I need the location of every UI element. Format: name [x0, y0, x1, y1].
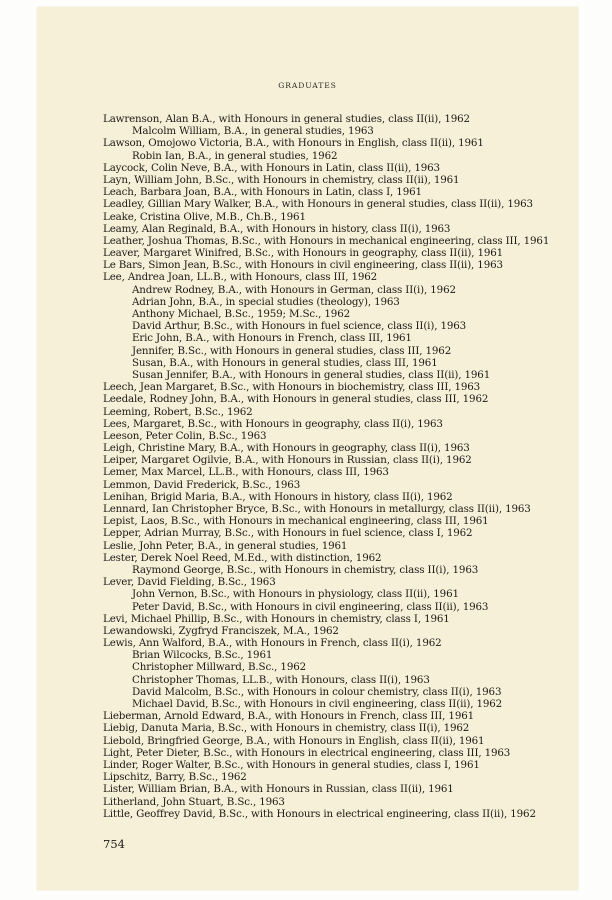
- list-item-sub-entry: Michael David, B.Sc., with Honours in civil engineering, class II(ii), 1962: [132, 698, 503, 710]
- list-item-sub-entry: David Malcolm, B.Sc., with Honours in colour chemistry, class II(i), 1963: [132, 685, 502, 698]
- list-item-sub-entry: Raymond George, B.Sc., with Honours in chemistry, class II(i), 1963: [132, 563, 479, 576]
- list-item: Lieberman, Arnold Edward, B.A., with Honours in French, class III, 1961: [103, 710, 475, 723]
- list-item: Lester, Derek Noel Reed, M.Ed., with distinction, 1962: [103, 551, 382, 564]
- list-item: Little, Geoffrey David, B.Sc., with Honours in electrical engineering, class II(ii), 1962: [103, 807, 536, 820]
- running-head: GRADUATES: [278, 81, 337, 90]
- list-item: Lepper, Adrian Murray, B.Sc., with Honours in fuel science, class I, 1962: [103, 527, 473, 540]
- list-item: Linder, Roger Walter, B.Sc., with Honours in general studies, class I, 1961: [103, 758, 480, 771]
- list-item-sub-entry: John Vernon, B.Sc., with Honours in physiology, class II(ii), 1961: [132, 588, 459, 601]
- list-item: Lenihan, Brigid Maria, B.A., with Honours in history, class II(i), 1962: [103, 490, 453, 503]
- book-page: [37, 7, 578, 890]
- graduate-list: [103, 113, 573, 820]
- list-item: Lewis, Ann Walford, B.A., with Honours in French, class II(i), 1962: [103, 637, 442, 650]
- list-item: Light, Peter Dieter, B.Sc., with Honours in electrical engineering, class III, 1963: [103, 746, 511, 759]
- list-item: Lees, Margaret, B.Sc., with Honours in geography, class II(i), 1963: [103, 417, 443, 430]
- list-item-sub-entry: Malcolm William, B.A., in general studies, 1963: [132, 125, 374, 138]
- list-item: Leake, Cristina Olive, M.B., Ch.B., 1961: [103, 210, 306, 223]
- list-item-sub-entry: Peter David, B.Sc., with Honours in civil engineering, class II(ii), 1963: [132, 600, 489, 613]
- list-item: Liebold, Bringfried George, B.A., with Honours in English, class II(ii), 1961: [103, 734, 485, 747]
- list-item: Leather, Joshua Thomas, B.Sc., with Honours in mechanical engineering, class III, 1961: [103, 234, 550, 247]
- list-item: Lever, David Fielding, B.Sc., 1963: [103, 576, 276, 589]
- list-item-sub-entry: Jennifer, B.Sc., with Honours in general studies, class III, 1962: [132, 344, 452, 357]
- list-item: Lipschitz, Barry, B.Sc., 1962: [103, 771, 247, 784]
- list-item: Lemmon, David Frederick, B.Sc., 1963: [103, 478, 301, 491]
- page-number: 754: [103, 837, 125, 851]
- list-item: Liebig, Danuta Maria, B.Sc., with Honours in chemistry, class II(i), 1962: [103, 722, 470, 735]
- list-item: Lee, Andrea Joan, LL.B., with Honours, class III, 1962: [103, 271, 378, 284]
- list-item: Leach, Barbara Joan, B.A., with Honours in Latin, class I, 1961: [103, 186, 422, 199]
- list-item-sub-entry: Adrian John, B.A., in special studies (theology), 1963: [132, 295, 400, 308]
- list-item: Leslie, John Peter, B.A., in general studies, 1961: [103, 539, 348, 552]
- list-item: Lewandowski, Zygfryd Franciszek, M.A., 1962: [103, 624, 339, 637]
- list-item: Lawrenson, Alan B.A., with Honours in general studies, class II(ii), 1962: [103, 113, 470, 125]
- list-item-sub-entry: Christopher Thomas, LL.B., with Honours, class II(i), 1963: [132, 673, 430, 686]
- list-item: Leedale, Rodney John, B.A., with Honours in general studies, class III, 1962: [103, 393, 489, 406]
- list-item-sub-entry: Susan Jennifer, B.A., with Honours in general studies, class II(ii), 1961: [132, 368, 491, 381]
- list-item-sub-entry: Anthony Michael, B.Sc., 1959; M.Sc., 1962: [132, 308, 351, 320]
- list-item-sub-entry: Andrew Rodney, B.A., with Honours in German, class II(i), 1962: [132, 283, 456, 296]
- list-item: Laycock, Colin Neve, B.A., with Honours in Latin, class II(ii), 1963: [103, 161, 440, 174]
- list-item-sub-entry: Robin Ian, B.A., in general studies, 1962: [132, 149, 338, 162]
- list-item: Leiper, Margaret Ogilvie, B.A., with Honours in Russian, class II(i), 1962: [103, 454, 472, 467]
- list-item-sub-entry: Christopher Millward, B.Sc., 1962: [132, 661, 307, 674]
- list-item: Levi, Michael Phillip, B.Sc., with Honours in chemistry, class I, 1961: [103, 612, 450, 625]
- list-item: Leeming, Robert, B.Sc., 1962: [103, 405, 253, 418]
- list-item: Leaver, Margaret Winifred, B.Sc., with Honours in geography, class II(ii), 1961: [103, 247, 504, 260]
- list-item: Lawson, Omojowo Victoria, B.A., with Honours in English, class II(ii), 1961: [103, 137, 484, 150]
- list-item: Lister, William Brian, B.A., with Honours in Russian, class II(ii), 1961: [103, 783, 454, 796]
- list-item: Leigh, Christine Mary, B.A., with Honours in geography, class II(i), 1963: [103, 442, 470, 455]
- list-item: Leamy, Alan Reginald, B.A., with Honours in history, class II(i), 1963: [103, 222, 451, 235]
- list-item-sub-entry: Brian Wilcocks, B.Sc., 1961: [132, 649, 273, 662]
- list-item: Leeson, Peter Colin, B.Sc., 1963: [103, 429, 267, 442]
- list-item: Lepist, Laos, B.Sc., with Honours in mechanical engineering, class III, 1961: [103, 515, 489, 528]
- list-item-sub-entry: Eric John, B.A., with Honours in French, class III, 1961: [132, 332, 412, 345]
- list-item: Le Bars, Simon Jean, B.Sc., with Honours in civil engineering, class II(ii), 1963: [103, 259, 503, 272]
- list-item: Litherland, John Stuart, B.Sc., 1963: [103, 795, 285, 808]
- list-item: Lennard, Ian Christopher Bryce, B.Sc., with Honours in metallurgy, class II(ii), 1963: [103, 503, 531, 515]
- list-item: Lemer, Max Marcel, LL.B., with Honours, class III, 1963: [103, 466, 389, 479]
- list-item: Layn, William John, B.Sc., with Honours in chemistry, class II(ii), 1961: [103, 173, 460, 186]
- list-item-sub-entry: David Arthur, B.Sc., with Honours in fuel science, class II(i), 1963: [132, 320, 467, 333]
- list-item: Leadley, Gillian Mary Walker, B.A., with Honours in general studies, class II(ii), 1963: [103, 198, 533, 211]
- list-item: Leech, Jean Margaret, B.Sc., with Honours in biochemistry, class III, 1963: [103, 381, 481, 394]
- list-item-sub-entry: Susan, B.A., with Honours in general studies, class III, 1961: [132, 356, 438, 369]
